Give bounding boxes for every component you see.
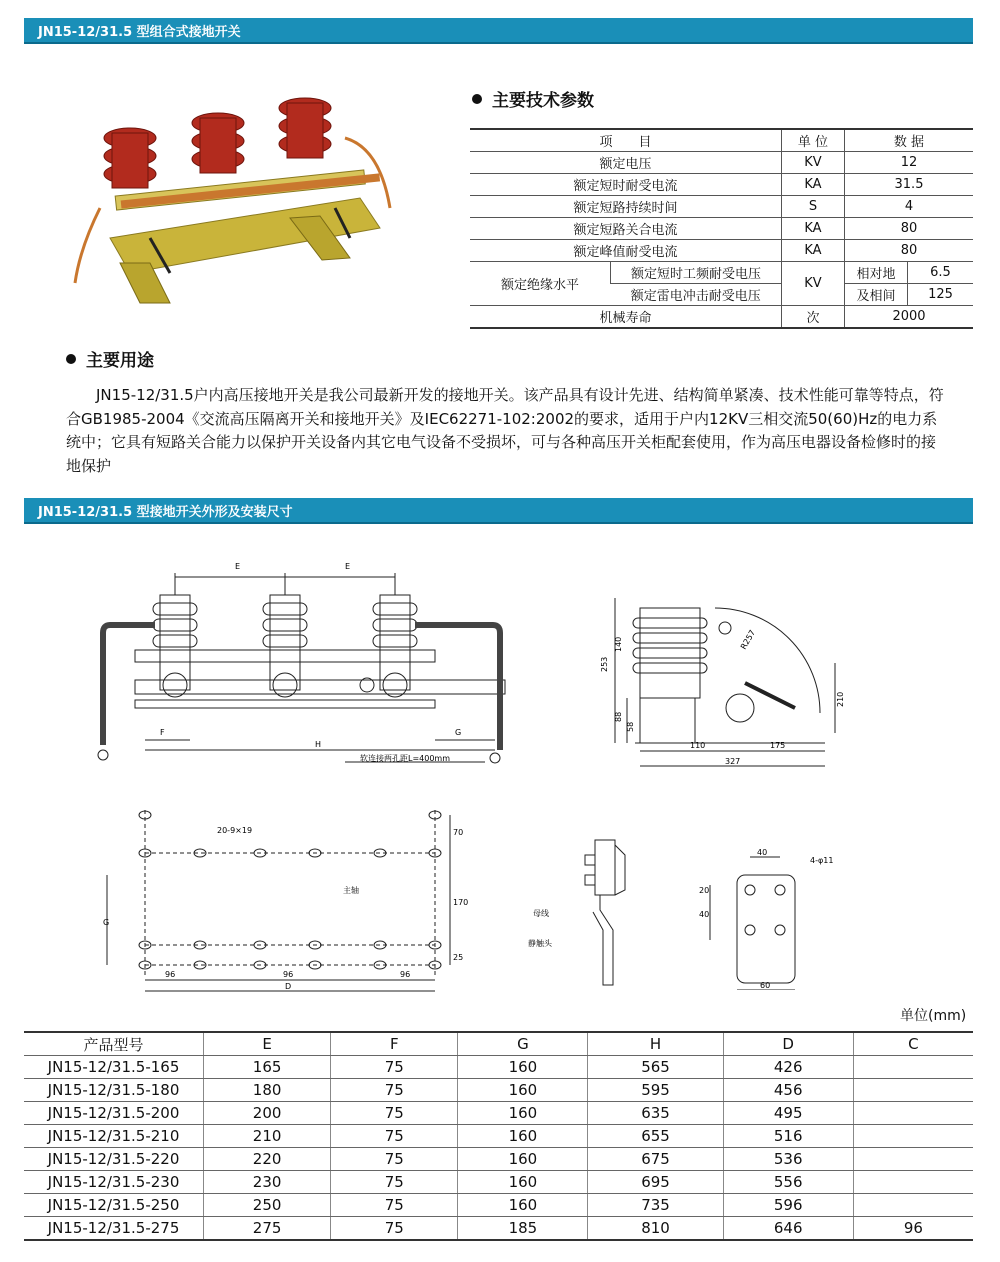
value-cell: 426 <box>723 1056 853 1079</box>
spec-item: 机械寿命 <box>470 306 782 329</box>
busbar-label: 母线 <box>533 909 549 918</box>
value-cell: 75 <box>331 1079 458 1102</box>
spec-item: 额定短路关合电流 <box>470 218 782 240</box>
bullet-icon <box>66 354 76 364</box>
value-cell: 210 <box>204 1125 331 1148</box>
dim-210: 210 <box>836 691 845 707</box>
dim-e: E <box>345 562 351 571</box>
dim-h: H <box>315 740 322 749</box>
table-row <box>24 1217 973 1241</box>
table-row <box>24 1102 973 1125</box>
column-header: E <box>204 1032 331 1056</box>
dim-96: 96 <box>165 970 176 979</box>
value-cell: 646 <box>723 1217 853 1241</box>
model-cell: JN15-12/31.5-210 <box>24 1125 204 1148</box>
side-view-drawing <box>595 588 865 773</box>
section-header-product <box>24 18 973 44</box>
spec-value: 4 <box>845 196 974 218</box>
table-row <box>470 152 973 174</box>
value-cell: 595 <box>588 1079 723 1102</box>
spec-value: 80 <box>845 218 974 240</box>
value-cell <box>853 1171 973 1194</box>
dim-327: 327 <box>725 757 741 766</box>
spec-value: 125 <box>908 284 974 306</box>
value-cell: 75 <box>331 1194 458 1217</box>
column-header: F <box>331 1032 458 1056</box>
table-row <box>24 1148 973 1171</box>
spec-unit: KA <box>782 240 845 262</box>
value-cell: 735 <box>588 1194 723 1217</box>
value-cell: 596 <box>723 1194 853 1217</box>
dim-96: 96 <box>283 970 294 979</box>
column-header: C <box>853 1032 973 1056</box>
dim-40: 40 <box>757 848 768 857</box>
model-cell: JN15-12/31.5-250 <box>24 1194 204 1217</box>
table-row <box>470 174 973 196</box>
unit-label: 单位(mm) <box>900 1008 967 1024</box>
value-cell: 220 <box>204 1148 331 1171</box>
value-cell: 565 <box>588 1056 723 1079</box>
specs-heading: 主要技术参数 <box>472 86 594 111</box>
spec-item: 额定峰值耐受电流 <box>470 240 782 262</box>
model-cell: JN15-12/31.5-230 <box>24 1171 204 1194</box>
dim-f: F <box>160 728 165 737</box>
dim-20: 20 <box>699 886 710 895</box>
dim-40: 40 <box>699 910 710 919</box>
bracket-drawing <box>695 845 855 990</box>
spec-phase: 相对地 <box>845 262 908 284</box>
table-row <box>470 129 973 152</box>
spec-subitem: 额定短时工频耐受电压 <box>611 262 782 284</box>
table-row <box>470 240 973 262</box>
value-cell: 160 <box>458 1102 588 1125</box>
dim-d: D <box>285 982 292 991</box>
value-cell: 96 <box>853 1217 973 1241</box>
usage-heading: 主要用途 <box>66 346 154 371</box>
main-shaft-label: 主轴 <box>343 886 359 895</box>
value-cell: 516 <box>723 1125 853 1148</box>
spec-unit: KA <box>782 174 845 196</box>
value-cell: 556 <box>723 1171 853 1194</box>
dim-g: G <box>455 728 462 737</box>
front-view-drawing <box>95 555 515 775</box>
value-cell: 75 <box>331 1056 458 1079</box>
column-header: G <box>458 1032 588 1056</box>
spec-unit: KV <box>782 152 845 174</box>
specs-table <box>470 128 973 329</box>
spec-item: 额定绝缘水平 <box>470 262 611 306</box>
bullet-icon <box>472 94 482 104</box>
dim-60: 60 <box>760 981 771 990</box>
header-item: 项 目 <box>470 129 782 152</box>
section-header-dimensions <box>24 498 973 524</box>
value-cell <box>853 1125 973 1148</box>
value-cell: 185 <box>458 1217 588 1241</box>
value-cell <box>853 1148 973 1171</box>
value-cell <box>853 1194 973 1217</box>
table-row <box>470 218 973 240</box>
value-cell: 160 <box>458 1125 588 1148</box>
spec-value: 80 <box>845 240 974 262</box>
value-cell: 180 <box>204 1079 331 1102</box>
value-cell: 275 <box>204 1217 331 1241</box>
spec-unit: KV <box>782 262 845 306</box>
spec-value: 6.5 <box>908 262 974 284</box>
value-cell: 675 <box>588 1148 723 1171</box>
value-cell: 75 <box>331 1148 458 1171</box>
model-cell: JN15-12/31.5-275 <box>24 1217 204 1241</box>
table-row <box>24 1171 973 1194</box>
value-cell: 655 <box>588 1125 723 1148</box>
value-cell: 230 <box>204 1171 331 1194</box>
value-cell: 160 <box>458 1056 588 1079</box>
section-title: JN15-12/31.5 型接地开关外形及安装尺寸 <box>38 505 293 520</box>
spec-subitem: 额定雷电冲击耐受电压 <box>611 284 782 306</box>
table-row <box>24 1125 973 1148</box>
static-contact-label: 静触头 <box>528 939 552 948</box>
value-cell: 250 <box>204 1194 331 1217</box>
model-cell: JN15-12/31.5-165 <box>24 1056 204 1079</box>
value-cell: 635 <box>588 1102 723 1125</box>
value-cell: 165 <box>204 1056 331 1079</box>
spec-unit: KA <box>782 218 845 240</box>
spec-unit: S <box>782 196 845 218</box>
value-cell <box>853 1056 973 1079</box>
dim-58: 58 <box>626 721 635 732</box>
spec-item: 额定电压 <box>470 152 782 174</box>
value-cell: 495 <box>723 1102 853 1125</box>
value-cell: 160 <box>458 1079 588 1102</box>
column-header: D <box>723 1032 853 1056</box>
spec-unit: 次 <box>782 306 845 329</box>
value-cell <box>853 1079 973 1102</box>
value-cell: 160 <box>458 1171 588 1194</box>
dim-170: 170 <box>453 898 469 907</box>
spec-value: 31.5 <box>845 174 974 196</box>
model-cell: JN15-12/31.5-220 <box>24 1148 204 1171</box>
cable-note: 软连接两孔距L=400mm <box>360 754 451 763</box>
value-cell: 695 <box>588 1171 723 1194</box>
holes-label: 20-9×19 <box>217 826 253 835</box>
table-row <box>24 1079 973 1102</box>
value-cell: 536 <box>723 1148 853 1171</box>
dim-25: 25 <box>453 953 464 962</box>
product-photo <box>60 88 410 318</box>
dim-88: 88 <box>614 711 623 722</box>
model-cell: JN15-12/31.5-180 <box>24 1079 204 1102</box>
dim-e: E <box>235 562 241 571</box>
header-unit: 单 位 <box>782 129 845 152</box>
value-cell: 75 <box>331 1171 458 1194</box>
value-cell: 75 <box>331 1102 458 1125</box>
spec-value: 12 <box>845 152 974 174</box>
dim-253: 253 <box>600 656 609 672</box>
table-row <box>470 196 973 218</box>
value-cell: 810 <box>588 1217 723 1241</box>
column-header: 产品型号 <box>24 1032 204 1056</box>
holes4-label: 4-φ11 <box>810 856 834 865</box>
dim-110: 110 <box>690 741 706 750</box>
dimensions-table <box>24 1031 973 1241</box>
value-cell: 160 <box>458 1148 588 1171</box>
value-cell: 456 <box>723 1079 853 1102</box>
usage-text: JN15-12/31.5户内高压接地开关是我公司最新开发的接地开关。该产品具有设计先进、结构简单紧凑、技术性能可靠等特点，符合GB1985-2004《交流高压隔离开关和接地开关》及IEC62271-102:2002的要求，适用于户内12KV三相交流50(60)Hz的电力系统中；它具有短路关合能力以保护开关设备内其它电气设备不受损坏，可与各种高压开关柜配套使用，作为高压电器设备检修时的接地保护 <box>66 386 944 475</box>
model-cell: JN15-12/31.5-200 <box>24 1102 204 1125</box>
dim-r257: R257 <box>738 628 758 651</box>
dim-g: G <box>103 918 110 927</box>
dim-140: 140 <box>614 636 623 652</box>
spec-phase: 及相间 <box>845 284 908 306</box>
table-header-row <box>24 1032 973 1056</box>
table-row <box>470 262 973 284</box>
contact-detail-drawing <box>525 830 645 995</box>
spec-item: 额定短时耐受电流 <box>470 174 782 196</box>
table-row <box>24 1056 973 1079</box>
hole-pattern-drawing <box>95 805 475 1000</box>
header-value: 数 据 <box>845 129 974 152</box>
value-cell: 75 <box>331 1217 458 1241</box>
spec-value: 2000 <box>845 306 974 329</box>
value-cell <box>853 1102 973 1125</box>
value-cell: 160 <box>458 1194 588 1217</box>
dim-96: 96 <box>400 970 411 979</box>
value-cell: 200 <box>204 1102 331 1125</box>
spec-item: 额定短路持续时间 <box>470 196 782 218</box>
dim-70: 70 <box>453 828 464 837</box>
table-row <box>24 1194 973 1217</box>
column-header: H <box>588 1032 723 1056</box>
value-cell: 75 <box>331 1125 458 1148</box>
table-row <box>470 306 973 329</box>
dim-175: 175 <box>770 741 786 750</box>
section-title: JN15-12/31.5 型组合式接地开关 <box>38 25 241 40</box>
